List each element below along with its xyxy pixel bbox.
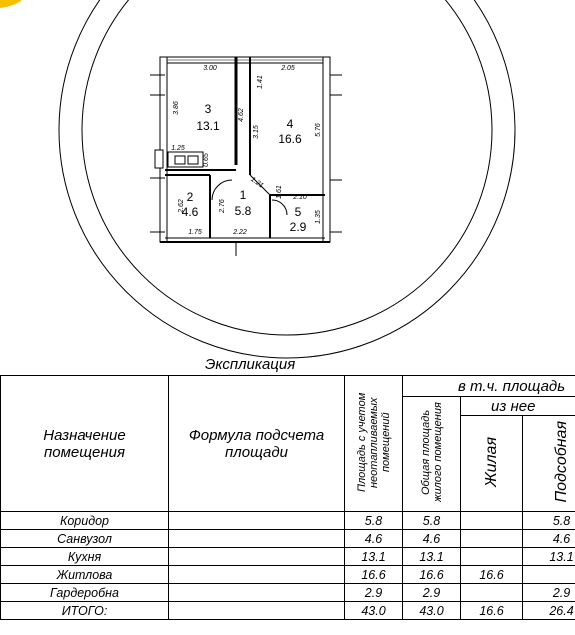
header-name: Назначение помещения — [1, 376, 169, 512]
svg-text:1.75: 1.75 — [188, 229, 202, 236]
row-area-with: 13.1 — [345, 548, 403, 566]
row-living — [461, 512, 523, 530]
row-living — [461, 548, 523, 566]
room-4-area: 16.6 — [278, 132, 302, 146]
svg-text:2.10: 2.10 — [293, 194, 307, 201]
row-area-with: 2.9 — [345, 584, 403, 602]
svg-text:2.62: 2.62 — [178, 199, 185, 213]
header-area-with: Площадь с учетом неотапливаемых помещений — [345, 376, 403, 512]
total-name: ИТОГО: — [1, 602, 169, 620]
svg-text:2.22: 2.22 — [233, 229, 247, 236]
total-row — [1, 602, 575, 620]
svg-text:1.21: 1.21 — [249, 175, 265, 190]
outer-circle — [59, 0, 515, 358]
header-total-living: Общая площадь жилого помещения — [403, 397, 461, 512]
header-living: Жилая — [461, 416, 523, 512]
row-total: 13.1 — [403, 548, 461, 566]
room-1-number: 1 — [239, 188, 247, 202]
inner-circle — [82, 0, 492, 335]
explication-title: Экспликация — [205, 356, 296, 373]
row-area-with: 16.6 — [345, 566, 403, 584]
row-aux — [523, 566, 575, 584]
row-name: Житлова — [1, 566, 169, 584]
svg-text:1.25: 1.25 — [171, 145, 185, 152]
room-2-number: 2 — [186, 190, 194, 204]
row-total: 4.6 — [403, 530, 461, 548]
row-total: 2.9 — [403, 584, 461, 602]
room-3-area: 13.1 — [196, 119, 220, 133]
room-5-number: 5 — [294, 205, 302, 219]
corner-mark — [0, 0, 22, 8]
total-total: 43.0 — [403, 602, 461, 620]
svg-text:3.15: 3.15 — [253, 125, 260, 139]
row-name: Санвузол — [1, 530, 169, 548]
table-row — [1, 566, 575, 584]
table-row — [1, 530, 575, 548]
svg-text:1.61: 1.61 — [276, 185, 283, 199]
room-2-area: 4.6 — [181, 205, 199, 219]
header-incl-group: в т.ч. площадь — [403, 376, 575, 397]
row-living — [461, 584, 523, 602]
total-living: 16.6 — [461, 602, 523, 620]
svg-text:2.05: 2.05 — [281, 65, 295, 72]
room-4-number: 4 — [286, 117, 294, 131]
row-formula — [169, 530, 345, 548]
svg-text:1.35: 1.35 — [315, 210, 322, 224]
row-name: Кухня — [1, 548, 169, 566]
table-row — [1, 584, 575, 602]
total-area-with: 43.0 — [345, 602, 403, 620]
room-1-area: 5.8 — [234, 204, 252, 218]
svg-text:0.65: 0.65 — [203, 153, 210, 167]
row-formula — [169, 566, 345, 584]
header-of-which: из нее — [461, 397, 575, 416]
row-formula — [169, 512, 345, 530]
row-name: Коридор — [1, 512, 169, 530]
row-total: 5.8 — [403, 512, 461, 530]
explication-table-wrap — [0, 375, 575, 635]
svg-text:1.41: 1.41 — [257, 75, 264, 89]
row-aux: 4.6 — [523, 530, 575, 548]
svg-text:3.00: 3.00 — [203, 65, 217, 72]
row-aux: 2.9 — [523, 584, 575, 602]
table-row — [1, 512, 575, 530]
total-formula — [169, 602, 345, 620]
row-aux: 13.1 — [523, 548, 575, 566]
room-3-number: 3 — [204, 102, 212, 116]
row-area-with: 4.6 — [345, 530, 403, 548]
walls — [150, 57, 342, 256]
header-auxiliary: Подсобная — [523, 416, 575, 512]
table-row — [1, 548, 575, 566]
svg-text:3.86: 3.86 — [173, 101, 180, 115]
row-living: 16.6 — [461, 566, 523, 584]
header-formula: Формула подсчета площади — [169, 376, 345, 512]
row-total: 16.6 — [403, 566, 461, 584]
row-living — [461, 530, 523, 548]
explication-table — [0, 375, 575, 620]
room-5-area: 2.9 — [289, 220, 307, 234]
total-aux: 26.4 — [523, 602, 575, 620]
row-name: Гардеробна — [1, 584, 169, 602]
row-aux: 5.8 — [523, 512, 575, 530]
row-formula — [169, 584, 345, 602]
svg-text:2.76: 2.76 — [219, 199, 226, 213]
row-area-with: 5.8 — [345, 512, 403, 530]
svg-text:4.62: 4.62 — [238, 108, 245, 122]
row-formula — [169, 548, 345, 566]
svg-text:5.76: 5.76 — [315, 123, 322, 137]
